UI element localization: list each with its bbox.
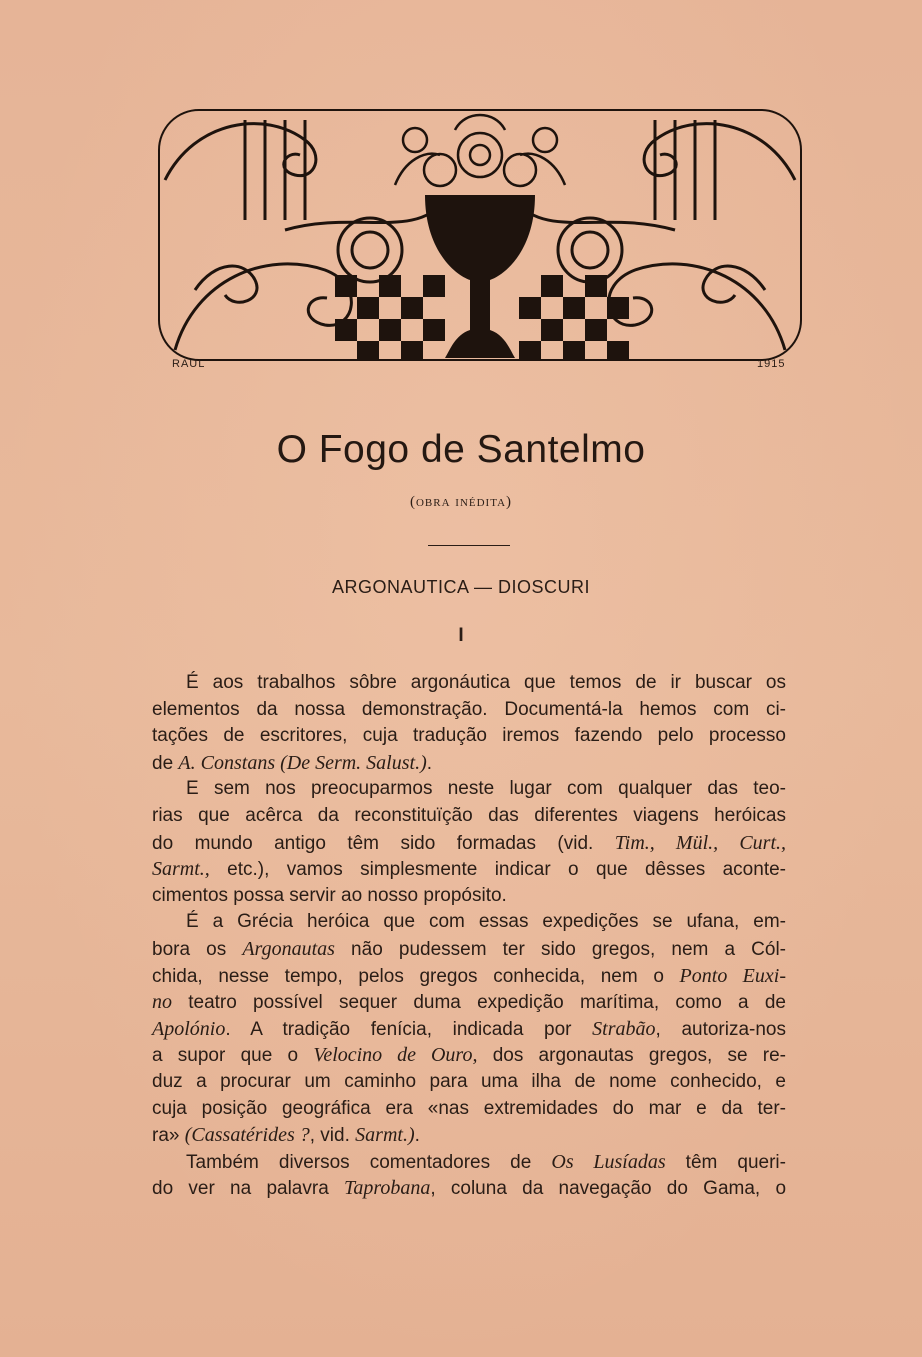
text-run: do ver na palavra bbox=[152, 1178, 345, 1200]
text-run: bora os bbox=[152, 938, 243, 960]
text-run: É aos trabalhos sôbre argonáutica que temos de ir buscar os bbox=[186, 672, 786, 693]
italic-reference: Taprobana bbox=[344, 1177, 431, 1200]
body-text bbox=[152, 670, 786, 1202]
text-line bbox=[152, 963, 786, 990]
text-line bbox=[152, 1042, 786, 1069]
text-line bbox=[152, 1149, 786, 1176]
text-run: . A tradição fenícia, indicada por bbox=[225, 1018, 593, 1040]
text-run: , coluna da navegação do Gama, o bbox=[430, 1178, 787, 1200]
text-run: duz a procurar um caminho para uma ilha de nome conhecido, e bbox=[152, 1070, 786, 1092]
italic-reference: Sarmt.) bbox=[355, 1124, 415, 1147]
italic-reference: A. Constans (De Serm. Salust.) bbox=[178, 751, 427, 774]
text-run: . bbox=[414, 1125, 420, 1147]
text-line bbox=[152, 1175, 786, 1202]
text-line bbox=[152, 1016, 786, 1043]
italic-reference: Argonautas bbox=[242, 937, 335, 960]
text-line bbox=[152, 1122, 786, 1149]
text-run: teatro possível sequer duma expedição marítima, como a de bbox=[172, 992, 786, 1014]
italic-reference: Apolónio bbox=[152, 1017, 226, 1040]
text-run: têm queri- bbox=[665, 1151, 786, 1173]
text-line bbox=[152, 936, 786, 963]
page-title: O Fogo de Santelmo bbox=[276, 428, 646, 471]
text-run: chida, nesse tempo, pelos gregos conhecida, nem o bbox=[152, 965, 680, 987]
text-run: cuja posição geográfica era «nas extremidades do mar e da ter- bbox=[152, 1097, 786, 1119]
text-run: tações de escritores, cuja tradução iremos fazendo pelo processo bbox=[152, 725, 786, 747]
text-line bbox=[152, 883, 786, 910]
italic-reference: Velocino de Ouro, bbox=[313, 1044, 478, 1067]
text-run: cimentos possa servir ao nosso propósito. bbox=[152, 884, 507, 906]
text-run: , autoriza-nos bbox=[655, 1018, 786, 1040]
text-line bbox=[152, 750, 786, 777]
text-run: a supor que o bbox=[152, 1045, 314, 1067]
italic-reference: Tim., Mül., Curt., bbox=[614, 831, 786, 854]
italic-reference: (Cassatérides ? bbox=[184, 1124, 310, 1147]
italic-reference: Sarmt., bbox=[152, 858, 210, 881]
text-run: Também diversos comentadores de bbox=[186, 1151, 552, 1173]
text-run: de bbox=[152, 752, 179, 774]
text-run: ra» bbox=[152, 1125, 185, 1147]
text-line bbox=[152, 909, 786, 936]
page-subtitle: (obra inédita) bbox=[409, 494, 513, 510]
text-run: não pudessem ter sido gregos, nem a Cól- bbox=[334, 938, 786, 960]
text-line bbox=[152, 856, 786, 883]
text-run: dos argonautas gregos, se re- bbox=[477, 1045, 786, 1067]
italic-reference: Ponto Euxi- bbox=[679, 964, 786, 987]
text-line bbox=[152, 670, 786, 697]
text-line bbox=[152, 776, 786, 803]
floral-vase-vignette-icon bbox=[155, 100, 805, 375]
text-run: . bbox=[426, 752, 433, 774]
text-run: E sem nos preocuparmos neste lugar com qualquer das teo- bbox=[186, 778, 786, 800]
text-line bbox=[152, 697, 786, 724]
text-run: rias que acêrca da reconstituïção das diferentes viagens heróicas bbox=[152, 804, 786, 826]
text-line bbox=[152, 723, 786, 750]
text-line bbox=[152, 1069, 786, 1096]
text-run: , vid. bbox=[309, 1125, 356, 1147]
italic-reference: Os Lusíadas bbox=[551, 1150, 666, 1173]
text-line bbox=[152, 803, 786, 830]
text-run: elementos da nossa demonstração. Documentá-la hemos com ci- bbox=[152, 698, 786, 720]
section-heading: ARGONAUTICA — DIOSCURI bbox=[331, 577, 591, 597]
text-run: etc.), vamos simplesmente indicar o que dêsses aconte- bbox=[209, 859, 786, 881]
text-line bbox=[152, 830, 786, 857]
text-line bbox=[152, 1096, 786, 1123]
title-divider bbox=[428, 545, 510, 546]
artist-signature: RAUL bbox=[172, 358, 206, 370]
text-run: É a Grécia heróica que com essas expedições se ufana, em- bbox=[186, 911, 786, 933]
ornament-year: 1915 bbox=[757, 358, 786, 370]
text-run: do mundo antigo têm sido formadas (vid. bbox=[152, 832, 615, 854]
chapter-number: I bbox=[458, 625, 464, 646]
italic-reference: no bbox=[152, 991, 172, 1014]
italic-reference: Strabão bbox=[592, 1017, 656, 1040]
text-line bbox=[152, 989, 786, 1016]
